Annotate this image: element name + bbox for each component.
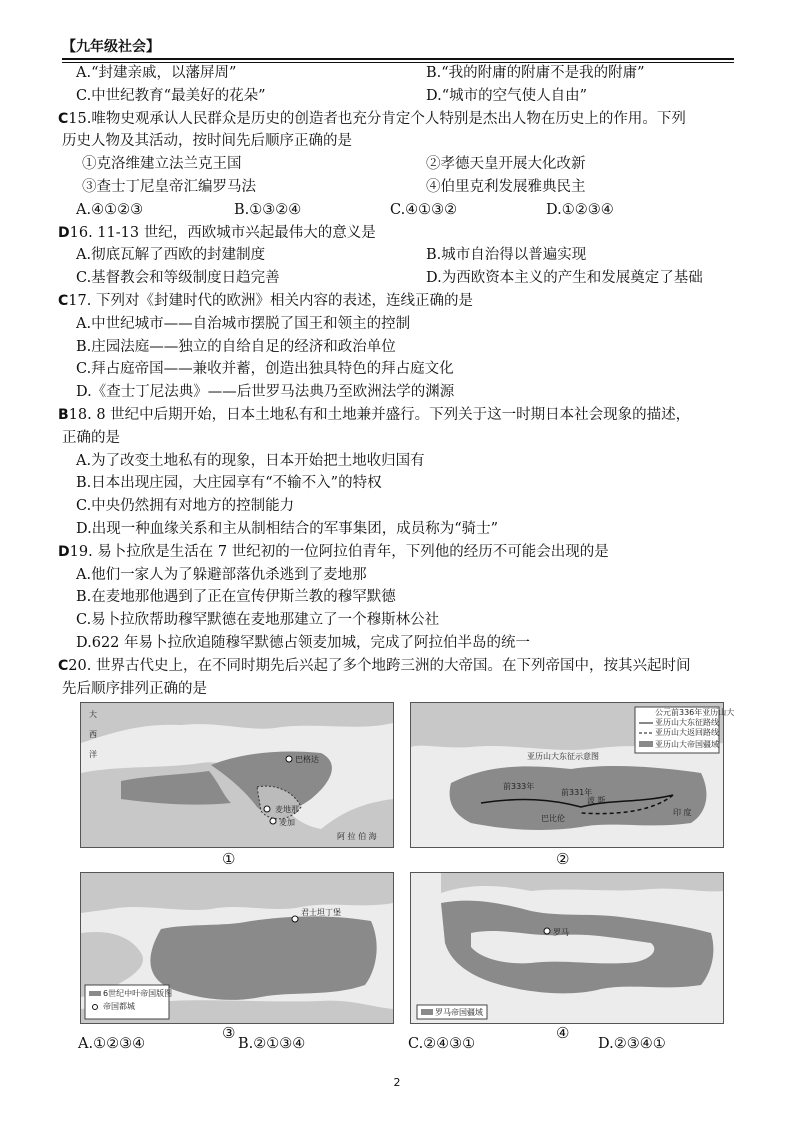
q20-answer: C bbox=[58, 657, 69, 674]
q18-option-b: B.日本出现庄园，大庄园享有“不输不入”的特权 bbox=[76, 475, 382, 492]
q20-stem bbox=[58, 655, 734, 678]
q19-answer: D bbox=[58, 543, 70, 560]
map4-label-rome: 罗马 bbox=[553, 928, 569, 937]
map2-label-persia: 波 斯 bbox=[587, 796, 606, 805]
q16-stem-text: 16. 11-13 世纪，西欧城市兴起最伟大的意义是 bbox=[69, 224, 376, 241]
map3-legend-2: 帝国都城 bbox=[103, 1002, 135, 1011]
q19-stem bbox=[58, 541, 734, 564]
map-alexander-empire bbox=[410, 702, 735, 848]
q17-option-c: C.拜占庭帝国——兼收并蓄，创造出独具特色的拜占庭文化 bbox=[76, 361, 454, 378]
q20-option-c: C.②④③① bbox=[408, 1036, 476, 1052]
q14-options-row1 bbox=[62, 62, 734, 85]
q17-option-d: D.《查士丁尼法典》——后世罗马法典乃至欧洲法学的渊源 bbox=[76, 384, 455, 401]
header-title: 【九年级社会】 bbox=[62, 39, 160, 55]
q16-stem bbox=[58, 222, 734, 245]
q20-option-b: B.②①③④ bbox=[238, 1036, 306, 1052]
q15-stem-line1: 15.唯物史观承认人民群众是历史的创造者也充分肯定个人特别是杰出人物在历史上的作用。下列 bbox=[68, 110, 686, 127]
q17-answer: C bbox=[58, 292, 69, 309]
map2-label-india: 印 度 bbox=[673, 808, 692, 817]
map-byzantine-empire bbox=[80, 872, 394, 1024]
q16-option-a: A.彻底瓦解了西欧的封建制度 bbox=[76, 247, 266, 264]
map1-label-arabian-sea: 阿 拉 伯 海 bbox=[337, 832, 377, 841]
q19-option-b: B.在麦地那他遇到了正在宣传伊斯兰教的穆罕默德 bbox=[76, 589, 396, 606]
q14-options-row2 bbox=[62, 85, 734, 108]
map2-label-333: 前333年 bbox=[503, 782, 535, 791]
q15-options bbox=[62, 199, 734, 222]
q16-options-row2 bbox=[62, 267, 734, 290]
q18-option-d: D.出现一种血缘关系和主从制相结合的军事集团，成员称为“骑士” bbox=[76, 520, 499, 537]
q16-options-row1 bbox=[62, 244, 734, 267]
q16-option-b: B.城市自治得以普遍实现 bbox=[426, 247, 587, 264]
q19-option-c: C.易卜拉欣帮助穆罕默德在麦地那建立了一个穆斯林公社 bbox=[76, 612, 440, 629]
q15-item-1: ①克洛维建立法兰克王国 bbox=[82, 156, 242, 173]
q20-options bbox=[72, 1036, 722, 1058]
q15-answer: C bbox=[58, 110, 69, 127]
q16-option-c: C.基督教会和等级制度日趋完善 bbox=[76, 270, 280, 287]
map-byzantine-empire-image bbox=[81, 873, 393, 1023]
map2-legend-3: 亚历山大返回路线 bbox=[655, 728, 719, 737]
q17-option-b: B.庄园法庭——独立的自给自足的经济和政治单位 bbox=[76, 338, 396, 355]
q20-stem-line2: 先后顺序排列正确的是 bbox=[62, 680, 207, 697]
q20-option-a: A.①②③④ bbox=[78, 1036, 146, 1052]
map2-legend-2: 亚历山大东征路线 bbox=[655, 718, 719, 727]
q16-option-d: D.为西欧资本主义的产生和发展奠定了基础 bbox=[426, 270, 703, 287]
map1-label-medina: 麦地那 bbox=[275, 805, 299, 814]
map1-number: ① bbox=[222, 850, 236, 868]
map3-legend-1: 6世纪中叶帝国版图 bbox=[103, 989, 173, 998]
q20-stem-line1: 20. 世界古代史上，在不同时期先后兴起了多个地跨三洲的大帝国。在下列帝国中，按其兴起时间 bbox=[68, 657, 691, 674]
map2-label-331: 前331年 bbox=[561, 788, 593, 797]
q15-item-2: ②孝德天皇开展大化改新 bbox=[426, 156, 586, 173]
q18-option-c: C.中央仍然拥有对地方的控制能力 bbox=[76, 498, 295, 515]
map3-number: ③ bbox=[222, 1024, 236, 1042]
q15-item-4: ④伯里克利发展雅典民主 bbox=[426, 178, 586, 195]
map4-number: ④ bbox=[556, 1024, 570, 1042]
q15-option-a: A.④①②③ bbox=[76, 201, 144, 218]
map-alexander-empire-image bbox=[411, 703, 735, 847]
q15-option-d: D.①②③④ bbox=[546, 201, 614, 218]
map3-label-constantinople: 君士坦丁堡 bbox=[301, 908, 341, 917]
map1-label-mecca: 麦加 bbox=[279, 818, 295, 827]
q16-answer: D bbox=[58, 224, 70, 241]
map1-label-baghdad: 巴格达 bbox=[295, 755, 319, 764]
q18-stem-line2: 正确的是 bbox=[62, 429, 120, 446]
q20-option-d: D.②③④① bbox=[598, 1036, 666, 1052]
q15-option-b: B.①③②④ bbox=[234, 201, 302, 218]
q18-stem bbox=[58, 404, 734, 427]
q17-stem bbox=[58, 290, 734, 313]
q14-option-a: A.“封建亲戚，以藩屏周” bbox=[76, 65, 237, 81]
map2-label-babylon: 巴比伦 bbox=[541, 814, 565, 823]
map-roman-empire-image bbox=[411, 873, 723, 1023]
map-arab-empire bbox=[80, 702, 394, 848]
q14-option-d: D.“城市的空气使人自由” bbox=[426, 87, 588, 104]
q18-stem-line1: 18. 8 世纪中后期开始，日本土地私有和土地兼并盛行。下列关于这一时期日本社会现象的描述， bbox=[68, 406, 691, 423]
q15-stem-line2: 历史人物及其活动，按时间先后顺序正确的是 bbox=[62, 133, 352, 150]
question-content bbox=[58, 62, 734, 700]
map1-label-ocean-2: 西 bbox=[89, 730, 97, 739]
map2-number: ② bbox=[556, 850, 570, 868]
map1-label-ocean-1: 大 bbox=[89, 710, 97, 719]
q15-option-c: C.④①③② bbox=[390, 201, 458, 218]
map-roman-empire bbox=[410, 872, 724, 1024]
q17-stem-text: 17. 下列对《封建时代的欧洲》相关内容的表述，连线正确的是 bbox=[68, 292, 473, 309]
q17-option-a: A.中世纪城市——自治城市摆脱了国王和领主的控制 bbox=[76, 315, 411, 332]
q14-option-c: C.中世纪教育“最美好的花朵” bbox=[76, 87, 266, 104]
map1-label-ocean-3: 洋 bbox=[89, 750, 97, 759]
map-arab-empire-image bbox=[81, 703, 393, 847]
header-rule bbox=[62, 58, 734, 60]
map2-title: 亚历山大东征示意图 bbox=[527, 752, 599, 761]
q15-items-row1 bbox=[62, 153, 734, 176]
q18-option-a: A.为了改变土地私有的现象，日本开始把土地收归国有 bbox=[76, 452, 425, 469]
q15-items-row2 bbox=[62, 176, 734, 199]
q15-stem bbox=[58, 108, 734, 131]
page-number: 2 bbox=[393, 1076, 401, 1089]
q15-item-3: ③查士丁尼皇帝汇编罗马法 bbox=[82, 178, 256, 195]
q14-option-b: B.“我的附庸的附庸不是我的附庸” bbox=[426, 65, 645, 81]
map2-legend-1: 公元前336年亚历山大 bbox=[655, 708, 735, 717]
q19-option-a: A.他们一家人为了躲避部落仇杀逃到了麦地那 bbox=[76, 566, 367, 583]
map4-legend-1: 罗马帝国疆域 bbox=[435, 1008, 483, 1017]
q19-stem-text: 19. 易卜拉欣是生活在 7 世纪初的一位阿拉伯青年，下列他的经历不可能会出现的是 bbox=[69, 543, 609, 560]
q19-option-d: D.622 年易卜拉欣追随穆罕默德占领麦加城，完成了阿拉伯半岛的统一 bbox=[76, 634, 531, 651]
page-header bbox=[62, 36, 734, 63]
q18-answer: B bbox=[58, 406, 69, 423]
map2-legend-4: 亚历山大帝国疆域 bbox=[655, 740, 719, 749]
